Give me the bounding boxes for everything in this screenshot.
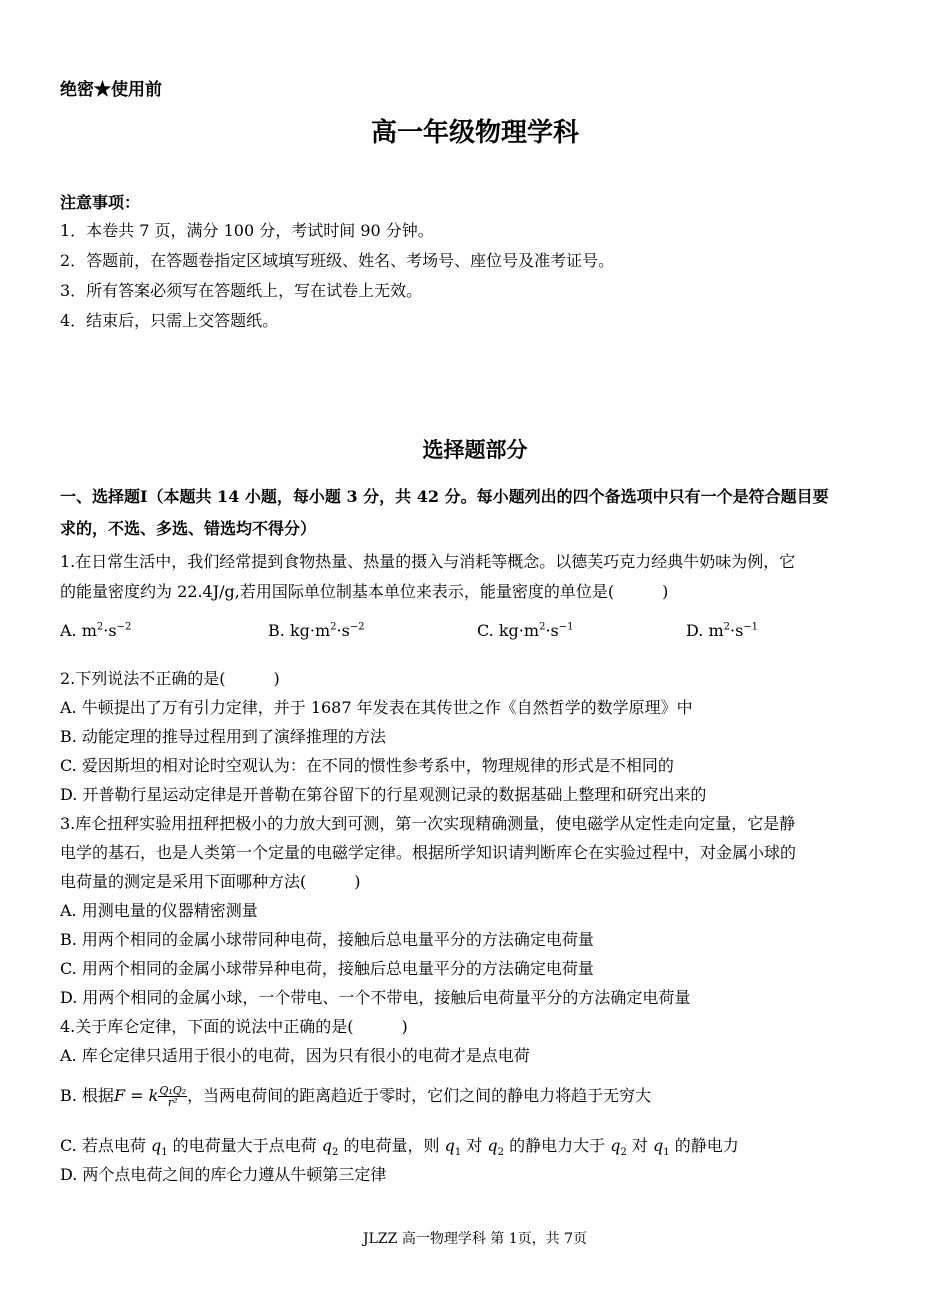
note-item: 3．所有答案必须写在答题纸上，写在试卷上无效。 [60,281,423,300]
question-2-option-b: B. 动能定理的推导过程用到了演绎推理的方法 [60,727,386,746]
question-2-option-c: C. 爱因斯坦的相对论时空观认为：在不同的惯性参考系中，物理规律的形式是不相同的 [60,756,674,775]
question-3-stem: 电荷量的测定是采用下面哪种方法( ) [60,872,361,891]
question-3-option-c: C. 用两个相同的金属小球带异种电荷，接触后总电量平分的方法确定电荷量 [60,959,594,978]
question-4-option-d: D. 两个点电荷之间的库仑力遵从牛顿第三定律 [60,1165,387,1184]
coulomb-formula: F = k [113,1086,159,1105]
question-1-stem: 1.在日常生活中，我们经常提到食物热量、热量的摄入与消耗等概念。以德芙巧克力经典牛奶味为例，它 [60,552,796,571]
question-1-option-c: C. $kg\cdot m^2\cdot s^{-1}$ [477,621,574,640]
question-2-option-d: D. 开普勒行星运动定律是开普勒在第谷留下的行星观测记录的数据基础上整理和研究出来的 [60,785,707,804]
section-instruction: 求的，不选、多选、错选均不得分） [60,519,317,538]
question-4-stem: 4.关于库仑定律，下面的说法中正确的是( ) [60,1017,408,1036]
question-4-option-b: B. 根据F = k $\frac{\text{Q₁Q₂}}{\text{r²}}$ ，当两电荷间的距离趋近于零时，它们之间的静电力将趋于无穷大 [60,1084,652,1109]
question-4-option-a: A. 库仑定律只适用于很小的电荷，因为只有很小的电荷才是点电荷 [60,1046,530,1065]
question-3-stem: 电学的基石，也是人类第一个定量的电磁学定律。根据所学知识请判断库仑在实验过程中，对金属小球的 [60,843,797,862]
formula-fraction: $\frac{\text{Q₁Q₂}}{\text{r²}}$ [159,1084,187,1109]
page-footer: JLZZ 高一物理学科 第 1页，共 7页 [363,1231,587,1247]
section-instruction: 一、选择题Ⅰ（本题共 14 小题，每小题 3 分，共 42 分。每小题列出的四个备选项中只有一个是符合题目要 [60,487,829,506]
question-2-option-a: A. 牛顿提出了万有引力定律，并于 1687 年发表在其传世之作《自然哲学的数学原理》中 [60,698,693,717]
question-1-stem: 的能量密度约为 22.4J/g,若用国际单位制基本单位来表示，能量密度的单位是( ) [60,582,669,601]
note-item: 1．本卷共 7 页，满分 100 分，考试时间 90 分钟。 [60,221,434,240]
exam-title: 高一年级物理学科 [370,118,579,148]
question-2-stem: 2.下列说法不正确的是( ) [60,669,280,688]
question-1-option-d: D. $m^2\cdot s^{-1}$ [686,621,759,640]
question-4-option-c: C. 若点电荷 $q_1$ 的电荷量大于点电荷 $q_2$ 的电荷量，则 $q_1$ 对 $q_2$ 的静电力大于 $q_2$ 对 $q_1$ 的静电力 [60,1136,739,1159]
question-3-stem: 3.库仑扭秤实验用扭秤把极小的力放大到可测，第一次实现精确测量，使电磁学从定性走向定量，它是静 [60,814,796,833]
question-3-option-a: A. 用测电量的仪器精密测量 [60,901,258,920]
notes-heading: 注意事项： [60,193,141,212]
question-3-option-d: D. 用两个相同的金属小球，一个带电、一个不带电，接触后电荷量平分的方法确定电荷量 [60,988,691,1007]
question-3-option-b: B. 用两个相同的金属小球带同种电荷，接触后总电量平分的方法确定电荷量 [60,930,594,949]
note-item: 4．结束后，只需上交答题纸。 [60,311,279,330]
section-title: 选择题部分 [422,437,528,462]
note-item: 2．答题前，在答题卷指定区域填写班级、姓名、考场号、座位号及准考证号。 [60,251,615,270]
question-1-option-b: B. $kg\cdot m^2\cdot s^{-2}$ [268,621,365,640]
question-1-option-a: A. $m^2\cdot s^{-2}$ [60,621,132,640]
confidential-label: 绝密★使用前 [60,80,162,100]
